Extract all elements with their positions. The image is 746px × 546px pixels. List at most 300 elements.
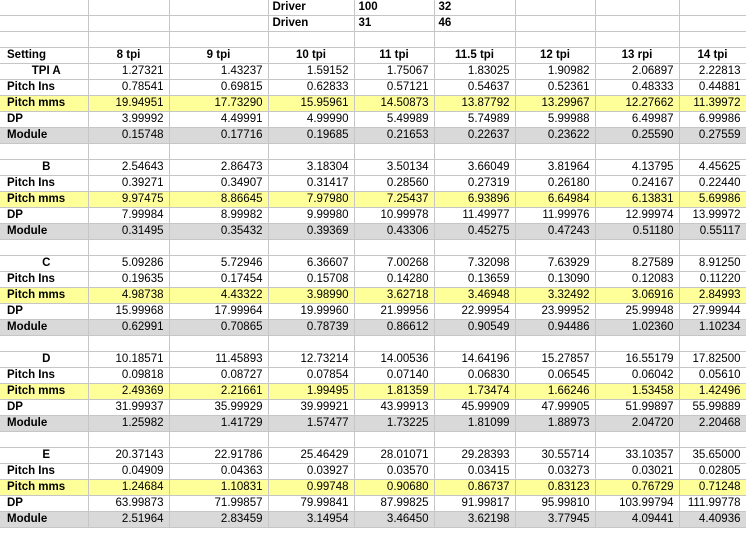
driven-value[interactable]: 46 bbox=[434, 16, 515, 32]
pitch-mms-value[interactable]: 1.10831 bbox=[169, 480, 268, 496]
tpi-value[interactable]: 7.63929 bbox=[515, 256, 595, 272]
empty-cell[interactable] bbox=[515, 144, 595, 160]
empty-cell[interactable] bbox=[0, 0, 88, 16]
dp-value[interactable]: 3.99992 bbox=[88, 112, 169, 128]
empty-cell[interactable] bbox=[354, 336, 434, 352]
section-label[interactable]: C bbox=[0, 256, 88, 272]
row-label[interactable]: Module bbox=[0, 416, 88, 432]
empty-cell[interactable] bbox=[434, 432, 515, 448]
pitch-mms-value[interactable]: 13.87792 bbox=[434, 96, 515, 112]
empty-cell[interactable] bbox=[88, 0, 169, 16]
module-value[interactable]: 3.62198 bbox=[434, 512, 515, 528]
empty-cell[interactable] bbox=[0, 144, 88, 160]
module-value[interactable]: 0.43306 bbox=[354, 224, 434, 240]
empty-cell[interactable] bbox=[0, 32, 88, 48]
tpi-value[interactable]: 7.32098 bbox=[434, 256, 515, 272]
column-header[interactable]: 11.5 tpi bbox=[434, 48, 515, 64]
empty-cell[interactable] bbox=[515, 432, 595, 448]
tpi-value[interactable]: 1.83025 bbox=[434, 64, 515, 80]
module-value[interactable]: 4.40936 bbox=[679, 512, 746, 528]
empty-cell[interactable] bbox=[679, 16, 746, 32]
pitch-ins-value[interactable]: 0.07854 bbox=[268, 368, 354, 384]
module-value[interactable]: 0.51180 bbox=[595, 224, 679, 240]
pitch-mms-value[interactable]: 13.29967 bbox=[515, 96, 595, 112]
module-value[interactable]: 4.09441 bbox=[595, 512, 679, 528]
dp-row bbox=[0, 304, 746, 320]
empty-cell[interactable] bbox=[169, 0, 268, 16]
tpi-value[interactable]: 12.73214 bbox=[268, 352, 354, 368]
empty-cell[interactable] bbox=[515, 240, 595, 256]
dp-value[interactable]: 103.99794 bbox=[595, 496, 679, 512]
dp-value[interactable]: 11.49977 bbox=[434, 208, 515, 224]
tpi-value[interactable]: 3.18304 bbox=[268, 160, 354, 176]
tpi-row bbox=[0, 448, 746, 464]
driver-value[interactable]: 32 bbox=[434, 0, 515, 16]
pitch-mms-value[interactable]: 7.97980 bbox=[268, 192, 354, 208]
module-value[interactable]: 0.45275 bbox=[434, 224, 515, 240]
pitch-ins-value[interactable]: 0.07140 bbox=[354, 368, 434, 384]
pitch-mms-value[interactable]: 2.49369 bbox=[88, 384, 169, 400]
module-value[interactable]: 1.88973 bbox=[515, 416, 595, 432]
empty-cell[interactable] bbox=[515, 336, 595, 352]
empty-cell[interactable] bbox=[515, 0, 595, 16]
pitch-mms-value[interactable]: 19.94951 bbox=[88, 96, 169, 112]
tpi-value[interactable]: 3.50134 bbox=[354, 160, 434, 176]
driver-value[interactable]: 100 bbox=[354, 0, 434, 16]
empty-cell[interactable] bbox=[595, 240, 679, 256]
module-value[interactable]: 0.19685 bbox=[268, 128, 354, 144]
module-value[interactable]: 0.23622 bbox=[515, 128, 595, 144]
pitch-ins-value[interactable]: 0.27319 bbox=[434, 176, 515, 192]
pitch-mms-value[interactable]: 2.84993 bbox=[679, 288, 746, 304]
empty-cell[interactable] bbox=[169, 16, 268, 32]
pitch-ins-value[interactable]: 0.78541 bbox=[88, 80, 169, 96]
tpi-value[interactable]: 22.91786 bbox=[169, 448, 268, 464]
dp-value[interactable]: 15.99968 bbox=[88, 304, 169, 320]
tpi-value[interactable]: 14.64196 bbox=[434, 352, 515, 368]
module-value[interactable]: 0.47243 bbox=[515, 224, 595, 240]
empty-cell[interactable] bbox=[169, 336, 268, 352]
tpi-value[interactable]: 20.37143 bbox=[88, 448, 169, 464]
pitch-mms-value[interactable]: 0.99748 bbox=[268, 480, 354, 496]
row-label[interactable]: Pitch Ins bbox=[0, 272, 88, 288]
pitch-ins-value[interactable]: 0.44881 bbox=[679, 80, 746, 96]
pitch-ins-value[interactable]: 0.05610 bbox=[679, 368, 746, 384]
empty-cell[interactable] bbox=[595, 16, 679, 32]
pitch-mms-value[interactable]: 3.06916 bbox=[595, 288, 679, 304]
tpi-value[interactable]: 30.55714 bbox=[515, 448, 595, 464]
row-label[interactable]: Pitch mms bbox=[0, 192, 88, 208]
module-value[interactable]: 1.10234 bbox=[679, 320, 746, 336]
driven-label[interactable]: Driven bbox=[268, 16, 354, 32]
dp-value[interactable]: 23.99952 bbox=[515, 304, 595, 320]
empty-cell[interactable] bbox=[268, 32, 354, 48]
dp-value[interactable]: 95.99810 bbox=[515, 496, 595, 512]
empty-cell[interactable] bbox=[679, 0, 746, 16]
row-label[interactable]: Pitch mms bbox=[0, 96, 88, 112]
pitch-mms-value[interactable]: 1.66246 bbox=[515, 384, 595, 400]
tpi-value[interactable]: 16.55179 bbox=[595, 352, 679, 368]
column-header[interactable]: 14 tpi bbox=[679, 48, 746, 64]
dp-value[interactable]: 22.99954 bbox=[434, 304, 515, 320]
dp-value[interactable]: 25.99948 bbox=[595, 304, 679, 320]
dp-value[interactable]: 87.99825 bbox=[354, 496, 434, 512]
module-value[interactable]: 3.14954 bbox=[268, 512, 354, 528]
tpi-value[interactable]: 1.90982 bbox=[515, 64, 595, 80]
pitch-mms-value[interactable]: 12.27662 bbox=[595, 96, 679, 112]
module-value[interactable]: 0.90549 bbox=[434, 320, 515, 336]
empty-cell[interactable] bbox=[0, 336, 88, 352]
dp-value[interactable]: 9.99980 bbox=[268, 208, 354, 224]
dp-value[interactable]: 12.99974 bbox=[595, 208, 679, 224]
pitch-mms-value[interactable]: 4.98738 bbox=[88, 288, 169, 304]
pitch-mms-value[interactable]: 0.71248 bbox=[679, 480, 746, 496]
pitch-ins-value[interactable]: 0.28560 bbox=[354, 176, 434, 192]
dp-value[interactable]: 19.99960 bbox=[268, 304, 354, 320]
empty-cell[interactable] bbox=[515, 32, 595, 48]
empty-cell[interactable] bbox=[434, 240, 515, 256]
dp-value[interactable]: 6.49987 bbox=[595, 112, 679, 128]
module-value[interactable]: 2.51964 bbox=[88, 512, 169, 528]
pitch-mms-value[interactable]: 8.86645 bbox=[169, 192, 268, 208]
row-label[interactable]: Pitch mms bbox=[0, 480, 88, 496]
tpi-value[interactable]: 29.28393 bbox=[434, 448, 515, 464]
empty-cell[interactable] bbox=[434, 32, 515, 48]
empty-cell[interactable] bbox=[354, 32, 434, 48]
pitch-mms-value[interactable]: 3.32492 bbox=[515, 288, 595, 304]
empty-cell[interactable] bbox=[515, 16, 595, 32]
row-label[interactable]: Pitch Ins bbox=[0, 176, 88, 192]
pitch-mms-value[interactable]: 7.25437 bbox=[354, 192, 434, 208]
pitch-mms-value[interactable]: 1.73474 bbox=[434, 384, 515, 400]
pitch-mms-value[interactable]: 1.24684 bbox=[88, 480, 169, 496]
pitch-ins-value[interactable]: 0.03570 bbox=[354, 464, 434, 480]
module-value[interactable]: 2.20468 bbox=[679, 416, 746, 432]
pitch-mms-value[interactable]: 6.64984 bbox=[515, 192, 595, 208]
pitch-mms-value[interactable]: 6.93896 bbox=[434, 192, 515, 208]
pitch-ins-value[interactable]: 0.04909 bbox=[88, 464, 169, 480]
pitch-ins-value[interactable]: 0.13659 bbox=[434, 272, 515, 288]
dp-value[interactable]: 4.49991 bbox=[169, 112, 268, 128]
tpi-value[interactable]: 1.59152 bbox=[268, 64, 354, 80]
module-value[interactable]: 3.46450 bbox=[354, 512, 434, 528]
pitch-mms-value[interactable]: 17.73290 bbox=[169, 96, 268, 112]
empty-cell[interactable] bbox=[354, 144, 434, 160]
pitch-mms-value[interactable]: 6.13831 bbox=[595, 192, 679, 208]
tpi-value[interactable]: 11.45893 bbox=[169, 352, 268, 368]
dp-value[interactable]: 17.99964 bbox=[169, 304, 268, 320]
dp-value[interactable]: 27.99944 bbox=[679, 304, 746, 320]
row-label[interactable]: DP bbox=[0, 304, 88, 320]
tpi-value[interactable]: 2.54643 bbox=[88, 160, 169, 176]
pitch-ins-value[interactable]: 0.62833 bbox=[268, 80, 354, 96]
pitch-mms-value[interactable]: 9.97475 bbox=[88, 192, 169, 208]
module-value[interactable]: 0.22637 bbox=[434, 128, 515, 144]
module-value[interactable]: 1.73225 bbox=[354, 416, 434, 432]
tpi-value[interactable]: 14.00536 bbox=[354, 352, 434, 368]
module-value[interactable]: 0.31495 bbox=[88, 224, 169, 240]
module-value[interactable]: 1.81099 bbox=[434, 416, 515, 432]
pitch-mms-value[interactable]: 4.43322 bbox=[169, 288, 268, 304]
row-label[interactable]: Pitch mms bbox=[0, 384, 88, 400]
pitch-ins-value[interactable]: 0.06545 bbox=[515, 368, 595, 384]
pitch-mms-value[interactable]: 0.83123 bbox=[515, 480, 595, 496]
dp-value[interactable]: 6.99986 bbox=[679, 112, 746, 128]
empty-cell[interactable] bbox=[169, 240, 268, 256]
empty-cell[interactable] bbox=[268, 432, 354, 448]
column-header[interactable]: 11 tpi bbox=[354, 48, 434, 64]
row-label[interactable]: DP bbox=[0, 496, 88, 512]
empty-cell[interactable] bbox=[88, 240, 169, 256]
empty-cell[interactable] bbox=[268, 240, 354, 256]
dp-value[interactable]: 5.99988 bbox=[515, 112, 595, 128]
module-value[interactable]: 0.78739 bbox=[268, 320, 354, 336]
empty-cell[interactable] bbox=[595, 144, 679, 160]
dp-value[interactable]: 5.49989 bbox=[354, 112, 434, 128]
tpi-value[interactable]: 25.46429 bbox=[268, 448, 354, 464]
row-label[interactable]: Module bbox=[0, 128, 88, 144]
tpi-value[interactable]: 5.72946 bbox=[169, 256, 268, 272]
pitch-ins-value[interactable]: 0.11220 bbox=[679, 272, 746, 288]
row-label[interactable]: DP bbox=[0, 208, 88, 224]
dp-value[interactable]: 5.74989 bbox=[434, 112, 515, 128]
pitch-ins-value[interactable]: 0.09818 bbox=[88, 368, 169, 384]
module-value[interactable]: 1.25982 bbox=[88, 416, 169, 432]
empty-cell[interactable] bbox=[679, 240, 746, 256]
row-label[interactable]: Module bbox=[0, 224, 88, 240]
pitch-ins-value[interactable]: 0.69815 bbox=[169, 80, 268, 96]
module-value[interactable]: 0.35432 bbox=[169, 224, 268, 240]
dp-value[interactable]: 55.99889 bbox=[679, 400, 746, 416]
pitch-ins-value[interactable]: 0.02805 bbox=[679, 464, 746, 480]
empty-cell[interactable] bbox=[595, 0, 679, 16]
pitch-mms-value[interactable]: 0.90680 bbox=[354, 480, 434, 496]
empty-cell[interactable] bbox=[268, 144, 354, 160]
row-label[interactable]: Module bbox=[0, 512, 88, 528]
empty-cell[interactable] bbox=[354, 240, 434, 256]
pitch-mms-value[interactable]: 3.62718 bbox=[354, 288, 434, 304]
tpi-value[interactable]: 5.09286 bbox=[88, 256, 169, 272]
tpi-value[interactable]: 2.86473 bbox=[169, 160, 268, 176]
pitch-mms-value[interactable]: 1.99495 bbox=[268, 384, 354, 400]
empty-cell[interactable] bbox=[679, 32, 746, 48]
pitch-ins-value[interactable]: 0.08727 bbox=[169, 368, 268, 384]
row-label[interactable]: Pitch mms bbox=[0, 288, 88, 304]
empty-cell[interactable] bbox=[679, 144, 746, 160]
empty-cell[interactable] bbox=[268, 336, 354, 352]
pitch-ins-value[interactable]: 0.26180 bbox=[515, 176, 595, 192]
section-label[interactable]: TPI A bbox=[0, 64, 88, 80]
module-value[interactable]: 0.55117 bbox=[679, 224, 746, 240]
section-label[interactable]: D bbox=[0, 352, 88, 368]
column-header[interactable]: 10 tpi bbox=[268, 48, 354, 64]
tpi-value[interactable]: 3.66049 bbox=[434, 160, 515, 176]
tpi-value[interactable]: 3.81964 bbox=[515, 160, 595, 176]
tpi-value[interactable]: 2.22813 bbox=[679, 64, 746, 80]
pitch-ins-value[interactable]: 0.17454 bbox=[169, 272, 268, 288]
empty-cell[interactable] bbox=[88, 336, 169, 352]
pitch-mms-value[interactable]: 0.76729 bbox=[595, 480, 679, 496]
empty-cell[interactable] bbox=[169, 144, 268, 160]
column-header[interactable]: 13 rpi bbox=[595, 48, 679, 64]
module-value[interactable]: 0.17716 bbox=[169, 128, 268, 144]
module-value[interactable]: 0.70865 bbox=[169, 320, 268, 336]
pitch-mms-value[interactable]: 1.81359 bbox=[354, 384, 434, 400]
empty-cell[interactable] bbox=[88, 144, 169, 160]
empty-cell[interactable] bbox=[88, 432, 169, 448]
driver-label[interactable]: Driver bbox=[268, 0, 354, 16]
empty-cell[interactable] bbox=[169, 432, 268, 448]
tpi-value[interactable]: 1.27321 bbox=[88, 64, 169, 80]
empty-cell[interactable] bbox=[595, 336, 679, 352]
empty-cell[interactable] bbox=[0, 16, 88, 32]
module-value[interactable]: 1.57477 bbox=[268, 416, 354, 432]
empty-cell[interactable] bbox=[0, 240, 88, 256]
module-value[interactable]: 0.15748 bbox=[88, 128, 169, 144]
pitch-mms-value[interactable]: 0.86737 bbox=[434, 480, 515, 496]
tpi-value[interactable]: 4.45625 bbox=[679, 160, 746, 176]
pitch-ins-value[interactable]: 0.22440 bbox=[679, 176, 746, 192]
pitch-ins-value[interactable]: 0.12083 bbox=[595, 272, 679, 288]
empty-cell[interactable] bbox=[0, 432, 88, 448]
pitch-ins-value[interactable]: 0.03927 bbox=[268, 464, 354, 480]
row-label[interactable]: DP bbox=[0, 112, 88, 128]
tpi-value[interactable]: 2.06897 bbox=[595, 64, 679, 80]
pitch-ins-value[interactable]: 0.06042 bbox=[595, 368, 679, 384]
pitch-ins-value[interactable]: 0.34907 bbox=[169, 176, 268, 192]
pitch-ins-value[interactable]: 0.24167 bbox=[595, 176, 679, 192]
pitch-mms-value[interactable]: 15.95961 bbox=[268, 96, 354, 112]
dp-value[interactable]: 79.99841 bbox=[268, 496, 354, 512]
module-value[interactable]: 0.21653 bbox=[354, 128, 434, 144]
row-label[interactable]: Pitch Ins bbox=[0, 464, 88, 480]
setting-header[interactable]: Setting bbox=[0, 48, 88, 64]
dp-value[interactable]: 10.99978 bbox=[354, 208, 434, 224]
tpi-value[interactable]: 15.27857 bbox=[515, 352, 595, 368]
pitch-ins-value[interactable]: 0.03273 bbox=[515, 464, 595, 480]
empty-cell[interactable] bbox=[679, 432, 746, 448]
tpi-value[interactable]: 8.27589 bbox=[595, 256, 679, 272]
pitch-mms-value[interactable]: 5.69986 bbox=[679, 192, 746, 208]
row-label[interactable]: Pitch Ins bbox=[0, 80, 88, 96]
dp-value[interactable]: 111.99778 bbox=[679, 496, 746, 512]
module-value[interactable]: 2.83459 bbox=[169, 512, 268, 528]
dp-value[interactable]: 51.99897 bbox=[595, 400, 679, 416]
empty-cell[interactable] bbox=[679, 336, 746, 352]
module-value[interactable]: 1.41729 bbox=[169, 416, 268, 432]
dp-value[interactable]: 45.99909 bbox=[434, 400, 515, 416]
tpi-value[interactable]: 35.65000 bbox=[679, 448, 746, 464]
pitch-ins-value[interactable]: 0.19635 bbox=[88, 272, 169, 288]
pitch-ins-value[interactable]: 0.48333 bbox=[595, 80, 679, 96]
pitch-mms-row bbox=[0, 96, 746, 112]
dp-value[interactable]: 63.99873 bbox=[88, 496, 169, 512]
dp-value[interactable]: 11.99976 bbox=[515, 208, 595, 224]
module-value[interactable]: 0.94486 bbox=[515, 320, 595, 336]
pitch-ins-value[interactable]: 0.13090 bbox=[515, 272, 595, 288]
pitch-ins-value[interactable]: 0.57121 bbox=[354, 80, 434, 96]
pitch-ins-value[interactable]: 0.39271 bbox=[88, 176, 169, 192]
empty-cell[interactable] bbox=[354, 432, 434, 448]
module-value[interactable]: 0.39369 bbox=[268, 224, 354, 240]
dp-value[interactable]: 21.99956 bbox=[354, 304, 434, 320]
tpi-value[interactable]: 17.82500 bbox=[679, 352, 746, 368]
pitch-mms-value[interactable]: 14.50873 bbox=[354, 96, 434, 112]
dp-value[interactable]: 31.99937 bbox=[88, 400, 169, 416]
dp-value[interactable]: 13.99972 bbox=[679, 208, 746, 224]
tpi-value[interactable]: 28.01071 bbox=[354, 448, 434, 464]
module-value[interactable]: 2.04720 bbox=[595, 416, 679, 432]
pitch-ins-value[interactable]: 0.03021 bbox=[595, 464, 679, 480]
pitch-ins-value[interactable]: 0.31417 bbox=[268, 176, 354, 192]
pitch-ins-value[interactable]: 0.54637 bbox=[434, 80, 515, 96]
module-value[interactable]: 0.25590 bbox=[595, 128, 679, 144]
pitch-mms-value[interactable]: 1.42496 bbox=[679, 384, 746, 400]
tpi-value[interactable]: 1.43237 bbox=[169, 64, 268, 80]
module-value[interactable]: 0.62991 bbox=[88, 320, 169, 336]
pitch-ins-value[interactable]: 0.03415 bbox=[434, 464, 515, 480]
tpi-value[interactable]: 33.10357 bbox=[595, 448, 679, 464]
dp-value[interactable]: 4.99990 bbox=[268, 112, 354, 128]
section-label[interactable]: B bbox=[0, 160, 88, 176]
column-header[interactable]: 12 tpi bbox=[515, 48, 595, 64]
module-value[interactable]: 1.02360 bbox=[595, 320, 679, 336]
pitch-ins-value[interactable]: 0.14280 bbox=[354, 272, 434, 288]
column-header[interactable]: 9 tpi bbox=[169, 48, 268, 64]
column-header[interactable]: 8 tpi bbox=[88, 48, 169, 64]
dp-value[interactable]: 43.99913 bbox=[354, 400, 434, 416]
empty-cell[interactable] bbox=[595, 32, 679, 48]
module-value[interactable]: 0.27559 bbox=[679, 128, 746, 144]
empty-cell[interactable] bbox=[595, 432, 679, 448]
dp-value[interactable]: 8.99982 bbox=[169, 208, 268, 224]
tpi-value[interactable]: 7.00268 bbox=[354, 256, 434, 272]
empty-cell[interactable] bbox=[434, 144, 515, 160]
pitch-ins-value[interactable]: 0.52361 bbox=[515, 80, 595, 96]
pitch-mms-value[interactable]: 3.46948 bbox=[434, 288, 515, 304]
pitch-mms-value[interactable]: 11.39972 bbox=[679, 96, 746, 112]
module-value[interactable]: 0.86612 bbox=[354, 320, 434, 336]
tpi-value[interactable]: 4.13795 bbox=[595, 160, 679, 176]
dp-value[interactable]: 7.99984 bbox=[88, 208, 169, 224]
dp-value[interactable]: 91.99817 bbox=[434, 496, 515, 512]
empty-cell[interactable] bbox=[88, 32, 169, 48]
pitch-ins-value[interactable]: 0.06830 bbox=[434, 368, 515, 384]
tpi-value[interactable]: 1.75067 bbox=[354, 64, 434, 80]
dp-value[interactable]: 47.99905 bbox=[515, 400, 595, 416]
tpi-value[interactable]: 6.36607 bbox=[268, 256, 354, 272]
pitch-mms-value[interactable]: 2.21661 bbox=[169, 384, 268, 400]
row-label[interactable]: Module bbox=[0, 320, 88, 336]
row-label[interactable]: DP bbox=[0, 400, 88, 416]
module-value[interactable]: 3.77945 bbox=[515, 512, 595, 528]
pitch-ins-value[interactable]: 0.04363 bbox=[169, 464, 268, 480]
tpi-value[interactable]: 8.91250 bbox=[679, 256, 746, 272]
tpi-value[interactable]: 10.18571 bbox=[88, 352, 169, 368]
pitch-ins-value[interactable]: 0.15708 bbox=[268, 272, 354, 288]
empty-cell[interactable] bbox=[434, 336, 515, 352]
empty-cell[interactable] bbox=[88, 16, 169, 32]
pitch-mms-value[interactable]: 1.53458 bbox=[595, 384, 679, 400]
empty-cell[interactable] bbox=[169, 32, 268, 48]
pitch-mms-value[interactable]: 3.98990 bbox=[268, 288, 354, 304]
dp-value[interactable]: 35.99929 bbox=[169, 400, 268, 416]
dp-value[interactable]: 39.99921 bbox=[268, 400, 354, 416]
dp-value[interactable]: 71.99857 bbox=[169, 496, 268, 512]
driven-value[interactable]: 31 bbox=[354, 16, 434, 32]
row-label[interactable]: Pitch Ins bbox=[0, 368, 88, 384]
section-label[interactable]: E bbox=[0, 448, 88, 464]
